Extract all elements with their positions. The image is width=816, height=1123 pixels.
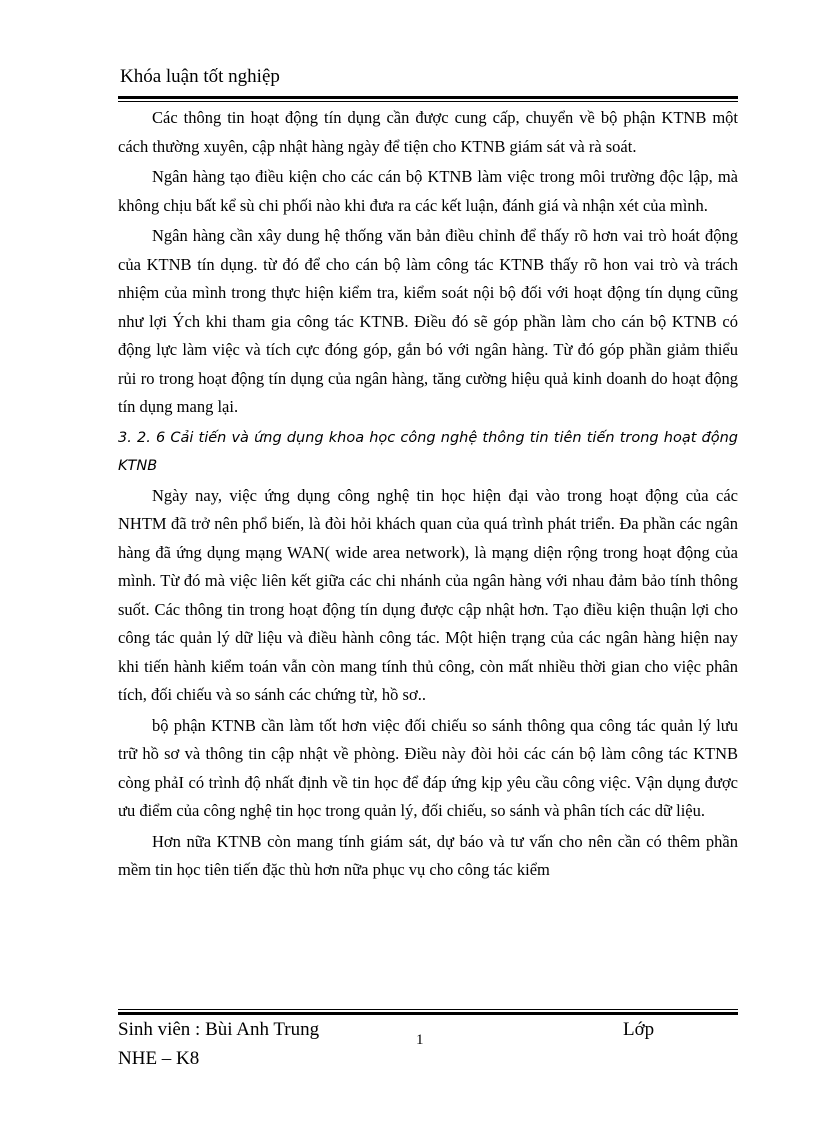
page-body [118,104,738,885]
page-number: 1 [416,1032,424,1048]
paragraph: Ngân hàng cần xây dung hệ thống văn bản điều chỉnh để thấy rõ hơn vai trò hoát động của KTNB tín dụng. từ đó để cho cán bộ làm công tác KTNB thấy rõ hon vai trò và trách nhiệm của mình trong thực hiện kiểm tra, kiểm soát nội bộ đối với hoạt động tín dụng cũng như lợi Ých khi tham gia công tác KTNB. Điều đó sẽ góp phần làm cho cán bộ KTNB có động lực làm việc và tích cực đóng góp, gắn bó với ngân hàng. Từ đó góp phần giảm thiểu rủi ro trong hoạt động tín dụng của ngân hàng, tăng cường hiệu quả kinh doanh do hoạt động tín dụng mang lại. [118,226,738,416]
paragraph: Ngày nay, việc ứng dụng công nghệ tin học hiện đại vào trong hoạt động của các NHTM đã trở nên phổ biến, là đòi hỏi khách quan của quá trình phát triển. Đa phần các ngân hàng đã ứng dụng mạng WAN( wide area network), là mạng diện rộng trong hoạt động của mình. Từ đó mà việc liên kết giữa các chi nhánh của ngân hàng với nhau đảm bảo tính thông suốt. Các thông tin trong hoạt động tín dụng được cập nhật hơn. Tạo điều kiện thuận lợi cho công tác quản lý dữ liệu và điều hành công tác. Một hiện trạng của các ngân hàng hiện nay khi tiến hành kiểm toán vẫn còn mang tính thủ công, còn mất nhiều thời gian cho việc phân tích, đối chiếu và so sánh các chứng từ, hồ sơ.. [118,485,738,704]
footer-rule-thick [118,1012,738,1015]
header-rule-thick [118,96,738,99]
paragraph: Các thông tin hoạt động tín dụng cần được cung cấp, chuyển về bộ phận KTNB một cách thường xuyên, cập nhật hàng ngày để tiện cho KTNB giám sát và rà soát. [118,108,738,156]
section-heading: 3. 2. 6 Cải tiến và ứng dụng khoa học công nghệ thông tin tiên tiến trong hoạt động KTNB [118,429,738,474]
paragraph: Ngân hàng tạo điều kiện cho các cán bộ KTNB làm việc trong môi trường độc lập, mà không chịu bất kể sù chi phối nào khi đưa ra các kết luận, đánh giá và nhận xét của mình. [118,167,738,215]
footer-class-label: Lớp [623,1019,655,1040]
paragraph: Hơn nữa KTNB còn mang tính giám sát, dự báo và tư vấn cho nên cần có thêm phần mềm tin học tiên tiến đặc thù hơn nữa phục vụ cho công tác kiểm [118,831,738,879]
footer-student-name: Sinh viên : Bùi Anh Trung [118,1019,320,1040]
header-rule-thin [118,101,738,102]
paragraph: bộ phận KTNB cần làm tốt hơn việc đối chiếu so sánh thông qua công tác quản lý lưu trữ hồ sơ và thông tin cập nhật về phòng. Điều này đòi hỏi các cán bộ làm công tác KTNB còng phảI có trình độ nhất định về tin học để đáp ứng kịp yêu cầu công việc. Vận dụng được ưu điểm của công nghệ tin học trong quản lý, đối chiếu, so sánh và phân tích các dữ liệu. [118,715,738,820]
footer-rule-thin [118,1009,738,1010]
footer-class-code: NHE – K8 [118,1048,200,1069]
running-header-title: Khóa luận tốt nghiệp [120,66,280,87]
